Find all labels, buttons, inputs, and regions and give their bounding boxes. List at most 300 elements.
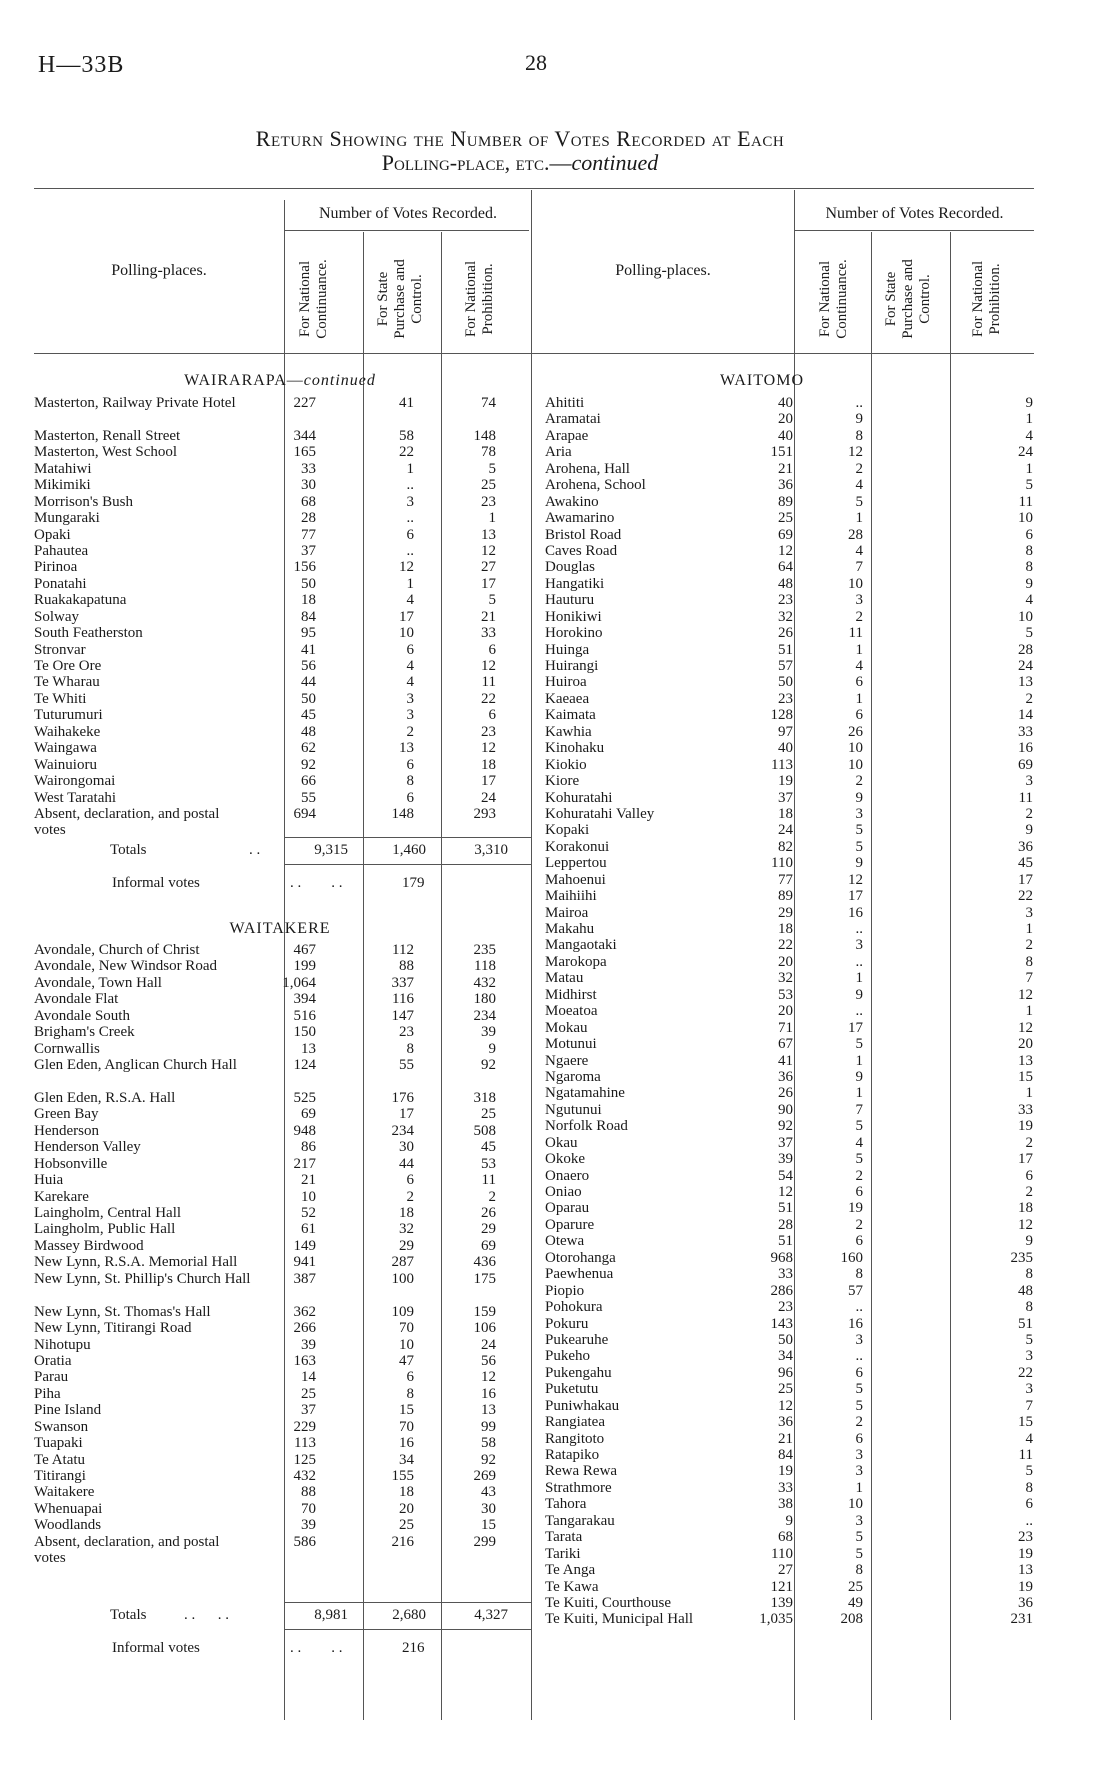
table-row xyxy=(545,987,1033,1003)
table-row xyxy=(545,937,1033,953)
votes-state-purchase: 70 xyxy=(399,1320,414,1337)
table-row xyxy=(545,428,1033,444)
votes-state-purchase: 3 xyxy=(855,1512,863,1529)
table-row xyxy=(545,1595,1033,1611)
left-votes-group-header: Number of Votes Recorded. xyxy=(318,205,498,222)
polling-place-name: Hangatiki xyxy=(545,575,605,592)
votes-prohibition: 1 xyxy=(1025,1085,1033,1102)
right-group-rule xyxy=(795,230,1034,231)
votes-state-purchase: 6 xyxy=(855,1364,863,1381)
waitakere-totals-label: Totals xyxy=(110,1607,147,1623)
table-row xyxy=(34,975,530,991)
table-row xyxy=(34,1057,530,1090)
votes-prohibition: 175 xyxy=(473,1270,496,1287)
table-row xyxy=(34,724,530,740)
votes-prohibition: 58 xyxy=(481,1435,496,1452)
polling-place-name: Titirangi xyxy=(34,1468,86,1485)
table-row xyxy=(34,1320,530,1336)
table-row xyxy=(545,1447,1033,1463)
table-row xyxy=(545,839,1033,855)
votes-continuance: 66 xyxy=(301,773,316,790)
votes-prohibition: 36 xyxy=(1018,838,1033,855)
polling-place-name: Otorohanga xyxy=(545,1249,616,1266)
votes-state-purchase: 55 xyxy=(399,1057,414,1074)
table-row xyxy=(34,1024,530,1040)
votes-state-purchase: 3 xyxy=(855,805,863,822)
votes-prohibition: 432 xyxy=(473,974,496,991)
votes-state-purchase: 6 xyxy=(855,707,863,724)
table-row xyxy=(545,1496,1033,1512)
table-row xyxy=(34,1189,530,1205)
votes-prohibition: 1 xyxy=(1025,411,1033,428)
votes-continuance: 156 xyxy=(293,559,316,576)
votes-continuance: 68 xyxy=(778,1529,793,1546)
votes-state-purchase: 8 xyxy=(855,427,863,444)
table-row xyxy=(34,1156,530,1172)
votes-continuance: 96 xyxy=(778,1364,793,1381)
votes-prohibition: 1 xyxy=(1025,460,1033,477)
votes-continuance: 113 xyxy=(771,756,793,773)
table-row xyxy=(34,806,530,839)
votes-state-purchase: 15 xyxy=(399,1402,414,1419)
table-row xyxy=(34,543,530,559)
polling-place-name: Wainuioru xyxy=(34,756,97,773)
polling-place-name: Oparure xyxy=(545,1216,595,1233)
votes-state-purchase: 148 xyxy=(391,805,414,822)
polling-place-name: Mokau xyxy=(545,1019,588,1036)
votes-continuance: 57 xyxy=(778,658,793,674)
wairarapa-informal-dots: . . . . xyxy=(290,875,343,891)
table-row xyxy=(545,1332,1033,1348)
votes-prohibition: 13 xyxy=(481,526,496,543)
waitakere-totals-bottom-rule xyxy=(285,1629,531,1630)
votes-state-purchase: 6 xyxy=(406,1172,414,1189)
polling-place-name: Douglas xyxy=(545,559,595,576)
votes-prohibition: 33 xyxy=(481,625,496,642)
wairarapa-totals-rule xyxy=(285,837,531,838)
polling-place-name: Awakino xyxy=(545,493,599,510)
votes-continuance: 45 xyxy=(301,707,316,724)
votes-state-purchase: 5 xyxy=(855,1529,863,1546)
polling-place-name: Waitakere xyxy=(34,1484,95,1501)
votes-prohibition: 51 xyxy=(1018,1315,1033,1332)
votes-prohibition: 6 xyxy=(1025,526,1033,543)
votes-state-purchase: 25 xyxy=(399,1517,414,1534)
polling-place-name: Strathmore xyxy=(545,1479,612,1496)
votes-prohibition: 5 xyxy=(488,460,496,477)
votes-prohibition: 6 xyxy=(488,707,496,724)
table-row xyxy=(34,1369,530,1385)
votes-state-purchase: 4 xyxy=(855,1134,863,1151)
votes-prohibition: 18 xyxy=(1018,1200,1033,1217)
votes-continuance: 199 xyxy=(293,958,316,975)
votes-continuance: 62 xyxy=(301,740,316,757)
votes-continuance: 69 xyxy=(301,1106,316,1123)
polling-place-name: Te Wharau xyxy=(34,674,100,691)
polling-place-name: New Lynn, St. Phillip's Church Hall xyxy=(34,1270,251,1287)
votes-continuance: 69 xyxy=(778,526,793,543)
votes-continuance: 61 xyxy=(301,1221,316,1238)
votes-state-purchase: .. xyxy=(855,395,863,411)
votes-continuance: 394 xyxy=(293,991,316,1008)
votes-continuance: 70 xyxy=(301,1500,316,1517)
votes-state-purchase: 19 xyxy=(848,1200,863,1217)
votes-prohibition: 43 xyxy=(481,1484,496,1501)
votes-continuance: 18 xyxy=(778,805,793,822)
polling-place-name: Ngatamahine xyxy=(545,1085,625,1102)
polling-place-name: Wairongomai xyxy=(34,773,116,790)
votes-continuance: 110 xyxy=(771,855,793,872)
votes-prohibition: 2 xyxy=(1025,690,1033,707)
polling-place-name: Arohena, Hall xyxy=(545,460,630,477)
table-row xyxy=(34,1238,530,1254)
polling-place-name: Absent, declaration, and postal votes xyxy=(34,805,220,839)
votes-prohibition: 2 xyxy=(1025,1184,1033,1200)
votes-continuance: 40 xyxy=(778,395,793,411)
votes-state-purchase: 10 xyxy=(848,740,863,757)
votes-continuance: 97 xyxy=(778,723,793,740)
votes-prohibition: 508 xyxy=(473,1122,496,1139)
votes-continuance: 150 xyxy=(293,1024,316,1041)
table-row xyxy=(545,1200,1033,1216)
votes-continuance: 229 xyxy=(293,1418,316,1435)
votes-continuance: 941 xyxy=(293,1254,316,1271)
left-header-state-purchase: For State Purchase and Control. xyxy=(375,259,425,339)
polling-place-name: Mahoenui xyxy=(545,871,606,888)
right-header-prohibition: For National Prohibition. xyxy=(970,260,1003,338)
votes-continuance: 33 xyxy=(778,1266,793,1283)
votes-prohibition: 15 xyxy=(481,1517,496,1534)
votes-state-purchase: 1 xyxy=(855,1479,863,1496)
votes-continuance: 86 xyxy=(301,1139,316,1156)
votes-prohibition: 17 xyxy=(1018,871,1033,888)
polling-place-name: Leppertou xyxy=(545,855,607,872)
polling-place-name: Ngaroma xyxy=(545,1068,601,1085)
polling-place-name: Norfolk Road xyxy=(545,1118,628,1135)
polling-place-name: Caves Road xyxy=(545,542,618,559)
votes-continuance: 52 xyxy=(301,1205,316,1222)
table-row xyxy=(545,395,1033,411)
right-header-continuance: For National Continuance. xyxy=(817,259,850,339)
votes-prohibition: 13 xyxy=(1018,674,1033,691)
table-row xyxy=(545,1283,1033,1299)
votes-state-purchase: 16 xyxy=(399,1435,414,1452)
wairarapa-totals-bottom-rule xyxy=(285,864,531,865)
polling-place-name: Ahititi xyxy=(545,395,585,411)
votes-prohibition: 9 xyxy=(1025,822,1033,839)
polling-place-name: Cornwallis xyxy=(34,1040,100,1057)
votes-continuance: 968 xyxy=(770,1249,793,1266)
waitakere-total-continuance: 8,981 xyxy=(314,1607,348,1623)
wairarapa-informal-votes: 179 xyxy=(402,875,425,891)
polling-place-name: Kaeaea xyxy=(545,690,590,707)
table-row xyxy=(34,559,530,575)
table-row xyxy=(34,1534,530,1567)
votes-prohibition: 24 xyxy=(1018,444,1033,461)
polling-place-name: Opaki xyxy=(34,526,71,543)
table-row xyxy=(545,1135,1033,1151)
polling-place-name: Oparau xyxy=(545,1200,590,1217)
table-row xyxy=(545,707,1033,723)
votes-state-purchase: 8 xyxy=(855,1266,863,1283)
votes-continuance: 68 xyxy=(301,493,316,510)
votes-state-purchase: 337 xyxy=(391,974,414,991)
votes-state-purchase: 18 xyxy=(399,1484,414,1501)
votes-state-purchase: 6 xyxy=(406,1369,414,1386)
table-row xyxy=(545,1381,1033,1397)
votes-prohibition: 12 xyxy=(481,1369,496,1386)
votes-prohibition: 7 xyxy=(1025,970,1033,987)
table-row xyxy=(545,1316,1033,1332)
votes-state-purchase: 3 xyxy=(406,493,414,510)
polling-place-name: Swanson xyxy=(34,1418,89,1435)
votes-state-purchase: 10 xyxy=(399,625,414,642)
votes-state-purchase: 20 xyxy=(399,1500,414,1517)
polling-place-name: West Taratahi xyxy=(34,789,117,806)
votes-continuance: 22 xyxy=(778,937,793,954)
waitakere-totals-rule xyxy=(285,1602,531,1603)
votes-continuance: 41 xyxy=(778,1052,793,1069)
votes-state-purchase: 30 xyxy=(399,1139,414,1156)
votes-state-purchase: 3 xyxy=(855,1463,863,1480)
table-row xyxy=(34,691,530,707)
polling-place-name: New Lynn, St. Thomas's Hall xyxy=(34,1303,211,1320)
table-row xyxy=(545,510,1033,526)
votes-state-purchase: 88 xyxy=(399,958,414,975)
votes-state-purchase: 208 xyxy=(840,1611,863,1628)
votes-state-purchase: 1 xyxy=(855,1052,863,1069)
votes-continuance: 525 xyxy=(293,1089,316,1106)
polling-place-name: Korakonui xyxy=(545,838,610,855)
polling-place-name: Aria xyxy=(545,444,572,461)
polling-place-name: Tarata xyxy=(545,1529,583,1546)
votes-continuance: 39 xyxy=(778,1151,793,1168)
votes-prohibition: 74 xyxy=(481,395,496,411)
polling-place-name: Te Kawa xyxy=(545,1578,599,1595)
votes-state-purchase: 3 xyxy=(855,1447,863,1463)
votes-prohibition: 92 xyxy=(481,1057,496,1074)
votes-prohibition: 22 xyxy=(481,690,496,707)
table-row xyxy=(34,658,530,674)
polling-place-name: Ngaere xyxy=(545,1052,589,1069)
table-row xyxy=(545,1579,1033,1595)
table-row xyxy=(545,855,1033,871)
votes-state-purchase: 2 xyxy=(855,608,863,625)
polling-place-name: Honikiwi xyxy=(545,608,602,625)
votes-state-purchase: 9 xyxy=(855,789,863,806)
votes-state-purchase: 112 xyxy=(392,942,414,958)
table-row xyxy=(34,1172,530,1188)
votes-prohibition: 2 xyxy=(1025,937,1033,954)
polling-place-name: Ngutunui xyxy=(545,1101,602,1118)
votes-continuance: 694 xyxy=(293,805,316,822)
votes-state-purchase: 13 xyxy=(399,740,414,757)
polling-place-name: Kohuratahi Valley xyxy=(545,805,655,822)
table-row xyxy=(545,494,1033,510)
votes-continuance: 28 xyxy=(778,1216,793,1233)
votes-state-purchase: 58 xyxy=(399,427,414,444)
polling-place-name: Laingholm, Central Hall xyxy=(34,1205,182,1222)
polling-place-name: Horokino xyxy=(545,625,603,642)
polling-place-name: Avondale Flat xyxy=(34,991,119,1008)
table-row xyxy=(34,757,530,773)
votes-prohibition: 4 xyxy=(1025,1430,1033,1447)
votes-prohibition: 26 xyxy=(481,1205,496,1222)
table-row xyxy=(545,773,1033,789)
votes-continuance: 37 xyxy=(778,789,793,806)
votes-continuance: 948 xyxy=(293,1122,316,1139)
votes-continuance: 92 xyxy=(301,756,316,773)
table-row xyxy=(34,1517,530,1533)
votes-continuance: 227 xyxy=(293,395,316,411)
table-row xyxy=(545,1053,1033,1069)
table-row xyxy=(545,1003,1033,1019)
polling-place-name: Arapae xyxy=(545,427,589,444)
votes-state-purchase: 5 xyxy=(855,1397,863,1414)
table-row xyxy=(545,1036,1033,1052)
table-row xyxy=(545,1611,1033,1627)
table-row xyxy=(545,1184,1033,1200)
table-row xyxy=(545,724,1033,740)
votes-continuance: 139 xyxy=(770,1594,793,1611)
polling-place-name: Tangarakau xyxy=(545,1512,615,1529)
votes-continuance: 71 xyxy=(778,1019,793,1036)
polling-place-name: Mikimiki xyxy=(34,477,91,494)
table-row xyxy=(545,1233,1033,1249)
polling-place-name: Te Whiti xyxy=(34,690,87,707)
votes-state-purchase: 155 xyxy=(391,1468,414,1485)
votes-continuance: 23 xyxy=(778,592,793,609)
polling-place-name: Maihiihi xyxy=(545,888,597,905)
votes-continuance: 36 xyxy=(778,1068,793,1085)
table-row xyxy=(545,888,1033,904)
polling-place-name: Kopaki xyxy=(545,822,590,839)
table-row xyxy=(545,1217,1033,1233)
votes-state-purchase: 4 xyxy=(855,658,863,674)
polling-place-name: Masterton, Renall Street xyxy=(34,427,181,444)
votes-state-purchase: 5 xyxy=(855,1545,863,1562)
table-row xyxy=(34,477,530,493)
page-number: 28 xyxy=(525,50,547,75)
table-row xyxy=(34,991,530,1007)
votes-state-purchase: 22 xyxy=(399,444,414,461)
polling-place-name: Pahautea xyxy=(34,542,89,559)
table-row xyxy=(545,1431,1033,1447)
votes-state-purchase: 9 xyxy=(855,1068,863,1085)
table-row xyxy=(545,1020,1033,1036)
votes-state-purchase: 25 xyxy=(848,1578,863,1595)
votes-prohibition: 12 xyxy=(1018,1019,1033,1036)
right-header-state-purchase: For State Purchase and Control. xyxy=(883,259,933,339)
table-row xyxy=(545,625,1033,641)
table-row xyxy=(34,494,530,510)
polling-place-name: Parau xyxy=(34,1369,69,1386)
votes-state-purchase: 3 xyxy=(855,937,863,954)
polling-place-name: Kiokio xyxy=(545,756,587,773)
votes-prohibition: 11 xyxy=(481,674,496,691)
section-heading-wairarapa xyxy=(150,372,410,390)
votes-state-purchase: 287 xyxy=(391,1254,414,1271)
wairarapa-rows xyxy=(34,395,530,839)
table-row xyxy=(34,510,530,526)
votes-continuance: 23 xyxy=(778,690,793,707)
votes-state-purchase: 4 xyxy=(406,658,414,675)
votes-state-purchase: 6 xyxy=(406,526,414,543)
votes-prohibition: 318 xyxy=(473,1089,496,1106)
votes-continuance: 56 xyxy=(301,658,316,675)
votes-prohibition: 3 xyxy=(1025,773,1033,790)
votes-state-purchase: 100 xyxy=(391,1270,414,1287)
table-row xyxy=(545,1299,1033,1315)
votes-state-purchase: 2 xyxy=(855,460,863,477)
votes-continuance: 53 xyxy=(778,986,793,1003)
table-row xyxy=(34,1123,530,1139)
votes-state-purchase: 3 xyxy=(855,592,863,609)
left-header-continuance: For National Continuance. xyxy=(297,259,330,339)
votes-continuance: 36 xyxy=(778,1414,793,1431)
polling-place-name: Awamarino xyxy=(545,510,615,527)
votes-state-purchase: .. xyxy=(855,953,863,970)
polling-place-name: Laingholm, Public Hall xyxy=(34,1221,176,1238)
table-row xyxy=(545,1562,1033,1578)
votes-prohibition: 159 xyxy=(473,1303,496,1320)
polling-place-name: Huirangi xyxy=(545,658,599,674)
votes-state-purchase: 1 xyxy=(855,970,863,987)
table-row xyxy=(545,674,1033,690)
polling-place-name: Piha xyxy=(34,1385,61,1402)
votes-state-purchase: .. xyxy=(406,477,414,494)
polling-place-name: Huia xyxy=(34,1172,64,1189)
votes-continuance: 55 xyxy=(301,789,316,806)
polling-place-name: Moeatoa xyxy=(545,1003,598,1020)
votes-prohibition: 106 xyxy=(473,1320,496,1337)
table-row xyxy=(545,1102,1033,1118)
votes-continuance: 40 xyxy=(778,427,793,444)
table-row xyxy=(545,872,1033,888)
votes-prohibition: 9 xyxy=(1025,1233,1033,1250)
table-row xyxy=(34,773,530,789)
votes-prohibition: 12 xyxy=(481,542,496,559)
polling-place-name: Avondale, New Windsor Road xyxy=(34,958,217,975)
votes-continuance: 344 xyxy=(293,427,316,444)
table-row xyxy=(34,1337,530,1353)
votes-state-purchase: 6 xyxy=(406,641,414,658)
document-title-line2 xyxy=(0,150,1040,176)
votes-continuance: 387 xyxy=(293,1270,316,1287)
votes-continuance: 33 xyxy=(778,1479,793,1496)
table-row xyxy=(545,790,1033,806)
votes-prohibition: 99 xyxy=(481,1418,496,1435)
polling-place-name: Bristol Road xyxy=(545,526,622,543)
votes-prohibition: 30 xyxy=(481,1500,496,1517)
votes-state-purchase: 2 xyxy=(406,723,414,740)
votes-prohibition: 23 xyxy=(481,723,496,740)
votes-state-purchase: 16 xyxy=(848,904,863,921)
votes-continuance: 29 xyxy=(778,904,793,921)
votes-state-purchase: 4 xyxy=(855,542,863,559)
table-row xyxy=(34,1254,530,1270)
polling-place-name: Arohena, School xyxy=(545,477,646,494)
votes-prohibition: 45 xyxy=(1018,855,1033,872)
votes-state-purchase: 1 xyxy=(406,575,414,592)
votes-continuance: 516 xyxy=(293,1007,316,1024)
table-row xyxy=(34,592,530,608)
table-row xyxy=(34,958,530,974)
table-row xyxy=(545,609,1033,625)
votes-state-purchase: 8 xyxy=(406,1040,414,1057)
wairarapa-informal-label: Informal votes xyxy=(112,875,200,891)
polling-place-name: New Lynn, Titirangi Road xyxy=(34,1320,192,1337)
